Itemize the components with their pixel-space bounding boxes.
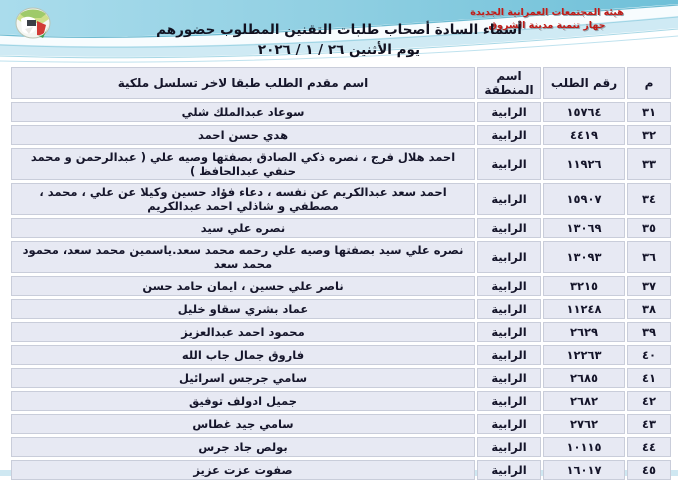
- cell-name: نصره علي سيد: [11, 218, 475, 238]
- cell-request_no: ٤٤١٩: [543, 125, 625, 145]
- cell-area: الرابية: [477, 102, 541, 122]
- cell-serial: ٤٥: [627, 460, 671, 480]
- cell-name: ناصر علي حسين ، ايمان حامد حسن: [11, 276, 475, 296]
- cell-area: الرابية: [477, 368, 541, 388]
- table-row: [11, 148, 671, 180]
- cell-request_no: ١٢٢٦٣: [543, 345, 625, 365]
- cell-serial: ٤٤: [627, 437, 671, 457]
- cell-serial: ٣٤: [627, 183, 671, 215]
- cell-request_no: ٢٧٦٢: [543, 414, 625, 434]
- cell-serial: ٤٣: [627, 414, 671, 434]
- cell-name: سامي جرجس اسرائيل: [11, 368, 475, 388]
- cell-request_no: ١٦٠١٧: [543, 460, 625, 480]
- cell-name: عماد بشري سقاو خليل: [11, 299, 475, 319]
- org-line2: جهاز تنمية مدينة الشروق: [488, 20, 606, 31]
- cell-name: صفوت عزت عزيز: [11, 460, 475, 480]
- table-row: [11, 218, 671, 238]
- table-row: [11, 368, 671, 388]
- title-block: [0, 22, 678, 58]
- cell-request_no: ١٠١١٥: [543, 437, 625, 457]
- table-row: [11, 414, 671, 434]
- cell-request_no: ٢٦٢٩: [543, 322, 625, 342]
- cell-request_no: ١٣٠٩٣: [543, 241, 625, 273]
- cell-request_no: ٣٢١٥: [543, 276, 625, 296]
- cell-name: سامي جيد غطاس: [11, 414, 475, 434]
- table-row: [11, 460, 671, 480]
- page-title: أسماء السادة أصحاب طلبات التقنين المطلوب حضورهم: [156, 22, 522, 38]
- table-row: [11, 345, 671, 365]
- cell-request_no: ٢٦٨٢: [543, 391, 625, 411]
- cell-area: الرابية: [477, 125, 541, 145]
- cell-name: محمود احمد عبدالعزيز: [11, 322, 475, 342]
- cell-request_no: ١٥٩٠٧: [543, 183, 625, 215]
- cell-area: الرابية: [477, 345, 541, 365]
- table-row: [11, 276, 671, 296]
- cell-request_no: ١١٩٢٦: [543, 148, 625, 180]
- table-row: [11, 125, 671, 145]
- table-row: [11, 391, 671, 411]
- cell-serial: ٣٦: [627, 241, 671, 273]
- cell-request_no: ٢٦٨٥: [543, 368, 625, 388]
- cell-area: الرابية: [477, 299, 541, 319]
- cell-serial: ٣٣: [627, 148, 671, 180]
- cell-area: الرابية: [477, 183, 541, 215]
- cell-name: سوعاد عبدالملك شلي: [11, 102, 475, 122]
- applicants-table: [9, 64, 673, 483]
- table-row: [11, 241, 671, 273]
- col-header-area: اسم المنطقة: [477, 67, 541, 99]
- cell-area: الرابية: [477, 322, 541, 342]
- cell-name: احمد سعد عبدالكريم عن نفسه ، دعاء فؤاد حسين وكيلا عن علي ، محمد ، مصطفي و شاذلي احمد عبدالكريم: [11, 183, 475, 215]
- cell-area: الرابية: [477, 414, 541, 434]
- cell-request_no: ١١٢٤٨: [543, 299, 625, 319]
- date-line: يوم الأثنين ٢٦ / ١ / ٢٠٢٦: [257, 42, 421, 58]
- table-row: [11, 299, 671, 319]
- org-line1: هيئة المجتمعات العمرانية الجديدة: [470, 7, 624, 18]
- cell-area: الرابية: [477, 391, 541, 411]
- table-row: [11, 437, 671, 457]
- cell-serial: ٣١: [627, 102, 671, 122]
- table-row: [11, 102, 671, 122]
- header-banner: [0, 0, 678, 64]
- cell-serial: ٤٢: [627, 391, 671, 411]
- col-header-name: اسم مقدم الطلب طبقا لاخر تسلسل ملكية: [11, 67, 475, 99]
- cell-area: الرابية: [477, 460, 541, 480]
- table-row: [11, 183, 671, 215]
- cell-serial: ٣٧: [627, 276, 671, 296]
- cell-request_no: ١٥٧٦٤: [543, 102, 625, 122]
- cell-area: الرابية: [477, 218, 541, 238]
- cell-area: الرابية: [477, 437, 541, 457]
- cell-request_no: ١٣٠٦٩: [543, 218, 625, 238]
- cell-serial: ٣٢: [627, 125, 671, 145]
- cell-name: هدي حسن احمد: [11, 125, 475, 145]
- cell-name: احمد هلال فرج ، نصره ذكي الصادق بصفتها وصيه علي ( عبدالرحمن و محمد حنفي عبدالحافظ ): [11, 148, 475, 180]
- cell-serial: ٤٠: [627, 345, 671, 365]
- col-header-request-no: رقم الطلب: [543, 67, 625, 99]
- cell-serial: ٣٨: [627, 299, 671, 319]
- table-header-row: [11, 67, 671, 99]
- cell-name: بولص جاد جرس: [11, 437, 475, 457]
- table-body: [11, 102, 671, 480]
- cell-area: الرابية: [477, 148, 541, 180]
- cell-area: الرابية: [477, 241, 541, 273]
- cell-serial: ٤١: [627, 368, 671, 388]
- table-row: [11, 322, 671, 342]
- cell-name: نصره علي سيد بصفتها وصيه علي رحمه محمد سعد.ياسمين محمد سعد، محمود محمد سعد: [11, 241, 475, 273]
- cell-serial: ٣٩: [627, 322, 671, 342]
- cell-area: الرابية: [477, 276, 541, 296]
- col-header-serial: م: [627, 67, 671, 99]
- cell-name: جميل ادولف توفيق: [11, 391, 475, 411]
- cell-name: فاروق جمال جاب الله: [11, 345, 475, 365]
- cell-serial: ٣٥: [627, 218, 671, 238]
